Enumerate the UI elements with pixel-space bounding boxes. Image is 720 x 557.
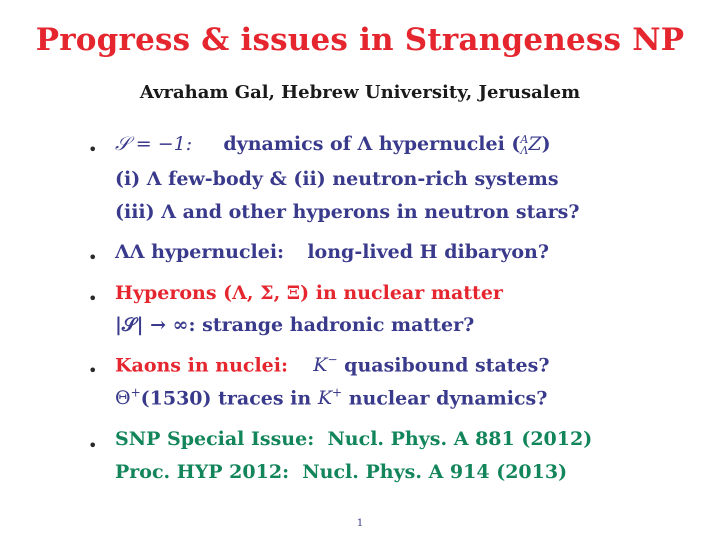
bullet-2: • bbox=[88, 248, 98, 267]
bullet-4-line-2 bbox=[115, 386, 547, 409]
k-minus-symbol: K− bbox=[313, 353, 338, 377]
h-dibaryon-text: long-lived H dibaryon? bbox=[307, 241, 550, 263]
bullet-3: • bbox=[88, 289, 98, 308]
bullet-1-line-2: (i) Λ few-body & (ii) neutron-rich systems bbox=[115, 168, 559, 190]
strange-hadronic-matter-text: strange hadronic matter? bbox=[202, 314, 475, 336]
bullet-1: • bbox=[88, 140, 98, 159]
bullet-1-line-3: (iii) Λ and other hyperons in neutron stars? bbox=[115, 201, 580, 223]
double-lambda-heading: ΛΛ hypernuclei: bbox=[115, 241, 285, 263]
theta-plus-symbol: Θ+ bbox=[115, 386, 141, 410]
bullet-5-line-1: SNP Special Issue: Nucl. Phys. A 881 (2012) bbox=[115, 428, 593, 450]
hypernucleus-notation: A Λ bbox=[520, 133, 529, 157]
bullet-5-line-2: Proc. HYP 2012: Nucl. Phys. A 914 (2013) bbox=[115, 461, 568, 483]
k-plus-symbol: K+ bbox=[317, 386, 343, 410]
pentaquark-traces-text: (1530) traces in bbox=[140, 387, 312, 410]
bullet-1-line-1 bbox=[115, 133, 551, 156]
strangeness-equation: 𝒮 = −1: bbox=[115, 133, 193, 155]
bullet-5: • bbox=[88, 436, 98, 455]
nucleus-symbol: Z bbox=[528, 133, 542, 155]
bullet-3-line-2 bbox=[115, 314, 474, 336]
author-line: Avraham Gal, Hebrew University, Jerusalem bbox=[139, 82, 581, 103]
quasibound-text: quasibound states? bbox=[344, 354, 550, 377]
page-number: 1 bbox=[356, 518, 364, 529]
close-paren: ) bbox=[541, 133, 551, 155]
hypernuclei-dynamics-text: dynamics of Λ hypernuclei ( bbox=[223, 133, 521, 155]
bullet-4: • bbox=[88, 361, 98, 380]
kaons-heading: Kaons in nuclei: bbox=[115, 354, 289, 377]
bullet-2-line-1 bbox=[115, 241, 549, 263]
bullet-4-line-1 bbox=[115, 353, 549, 376]
slide-title: Progress & issues in Strangeness NP bbox=[35, 22, 685, 58]
nuclear-dynamics-text: nuclear dynamics? bbox=[348, 387, 548, 410]
strangeness-limit: |𝒮| → ∞: bbox=[115, 314, 196, 336]
bullet-3-line-1: Hyperons (Λ, Σ, Ξ) in nuclear matter bbox=[115, 282, 503, 304]
